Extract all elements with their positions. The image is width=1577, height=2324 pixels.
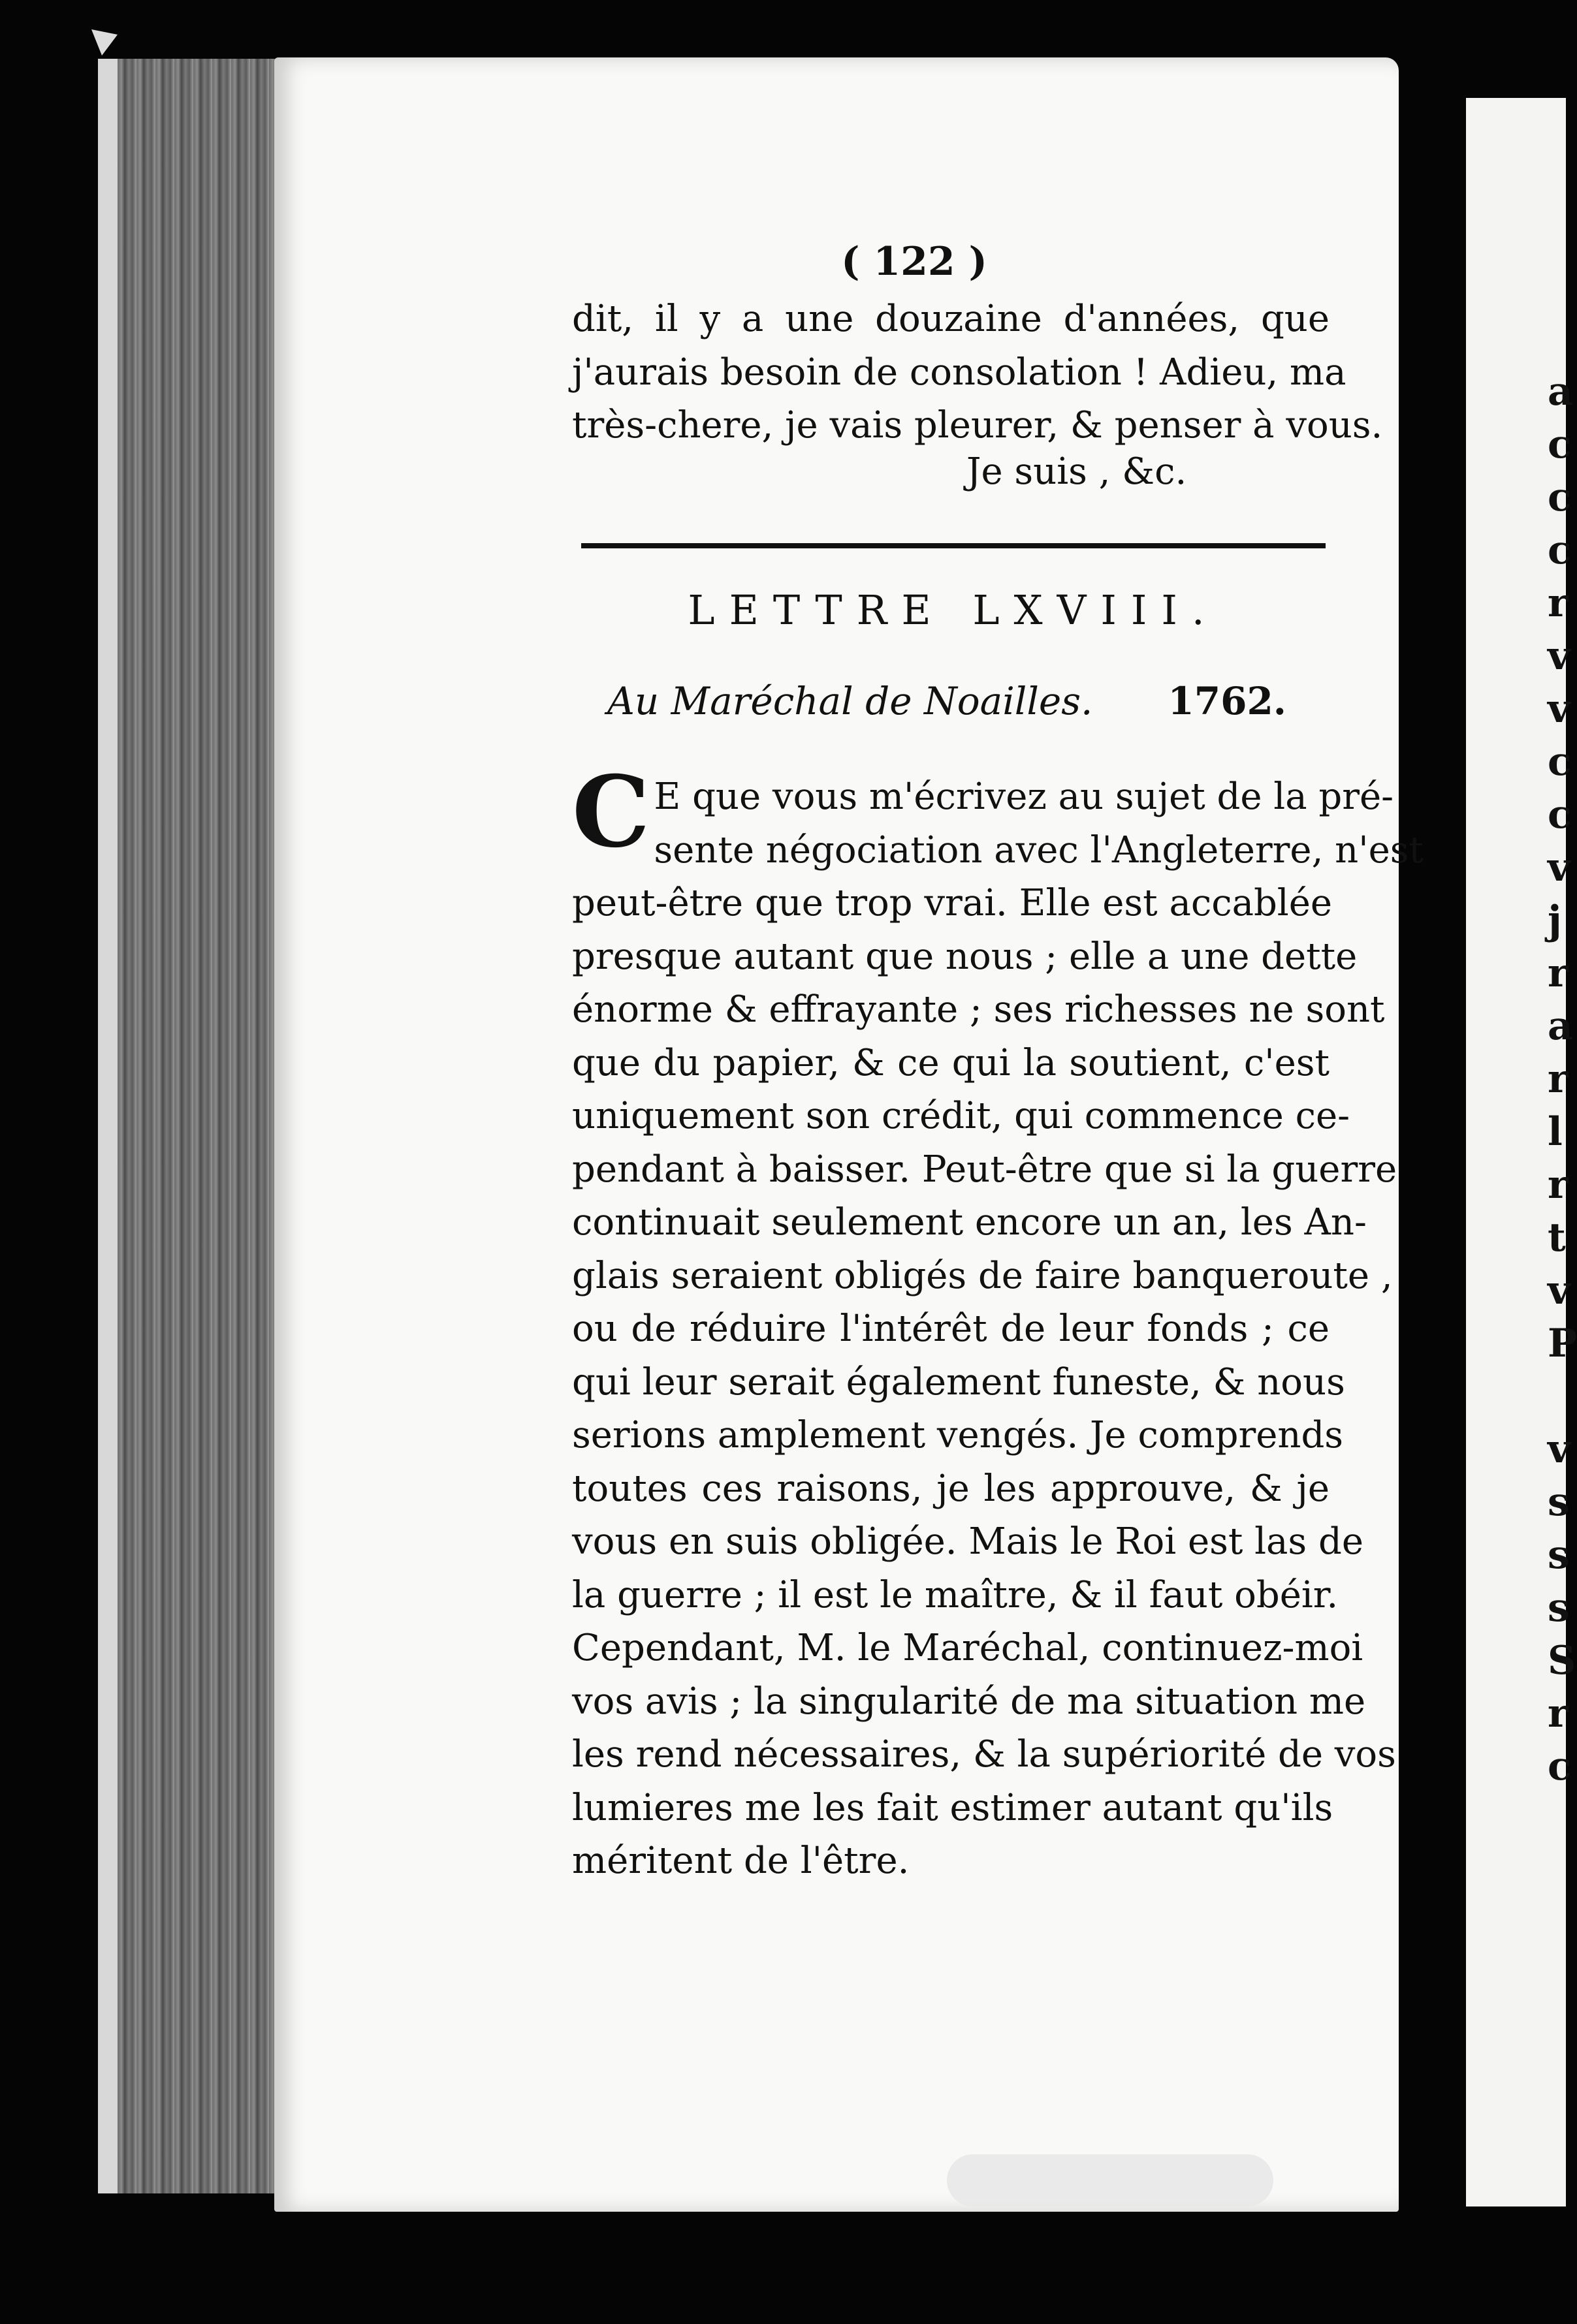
text-line: lumieres me les fait estimer autant qu'ils: [572, 1786, 1333, 1829]
facing-letter: l: [1548, 1109, 1563, 1155]
text-line: qui leur serait également funeste, & nous: [572, 1360, 1345, 1404]
section-rule: [581, 543, 1326, 548]
facing-letter: s: [1548, 1479, 1570, 1525]
letter-heading: LETTRE LXVIII.: [688, 586, 1219, 634]
facing-letter: r: [1548, 1056, 1569, 1102]
letter-body: [572, 755, 1424, 1888]
text-line: énorme & effrayante ; ses richesses ne sont: [572, 988, 1385, 1031]
facing-letter: c: [1548, 475, 1572, 520]
text-line: j'aurais besoin de consolation ! Adieu, ma: [572, 351, 1346, 394]
facing-letter: r: [1548, 1162, 1569, 1208]
text-line: serions amplement vengés. Je comprends: [572, 1414, 1344, 1456]
signature-line: Je suis , &c.: [966, 450, 1187, 493]
facing-letter: r: [1548, 950, 1569, 996]
facing-letter: [1548, 1370, 1577, 1423]
facing-letter: r: [1548, 580, 1569, 626]
text-line: uniquement son crédit, qui commence ce-: [572, 1095, 1350, 1137]
text-line: dit, il y a une douzaine d'années, que: [572, 298, 1330, 340]
text-line: méritent de l'être.: [572, 1840, 910, 1882]
facing-letter: s: [1548, 1532, 1570, 1578]
text-line: presque autant que nous ; elle a une dette: [572, 935, 1358, 978]
facing-letter: t: [1548, 1215, 1566, 1261]
facing-page-letters: [1548, 366, 1577, 1793]
text-line: peut-être que trop vrai. Elle est accablée: [572, 882, 1332, 924]
facing-letter: v: [1548, 633, 1570, 679]
page-number: ( 122 ): [841, 239, 987, 285]
text-line: continuait seulement encore un an, les An-: [572, 1201, 1367, 1244]
text-line: sente négociation avec l'Angleterre, n'est: [654, 828, 1424, 872]
text-line: les rend nécessaires, & la supériorité de vos: [572, 1733, 1396, 1776]
recipient: Au Maréchal de Noailles.: [607, 679, 1093, 723]
facing-letter: v: [1548, 1426, 1570, 1472]
text-line: E que vous m'écrivez au sujet de la pré-: [654, 776, 1394, 818]
drop-cap: C: [572, 755, 650, 870]
facing-letter: c: [1548, 739, 1572, 785]
letter-address: [607, 679, 1286, 723]
text-line: que du papier, & ce qui la soutient, c'est: [572, 1041, 1330, 1084]
text-line: vos avis ; la singularité de ma situation me: [572, 1680, 1366, 1723]
facing-letter: P: [1548, 1321, 1577, 1366]
text-line: ou de réduire l'intérêt de leur fonds ; ce: [572, 1308, 1330, 1350]
facing-letter: c: [1548, 527, 1572, 573]
facing-letter: a: [1548, 1003, 1573, 1049]
text-line: la guerre ; il est le maître, & il faut obéir.: [572, 1573, 1339, 1616]
text-line: Cependant, M. le Maréchal, continuez-moi: [572, 1627, 1363, 1669]
facing-letter: c: [1548, 422, 1572, 467]
facing-letter: v: [1548, 686, 1570, 732]
facing-letter: j: [1548, 898, 1562, 943]
letter-year: 1762.: [1168, 679, 1286, 723]
facing-letter: s: [1548, 1585, 1570, 1631]
facing-letter: c: [1548, 1744, 1572, 1789]
facing-letter: r: [1548, 1691, 1569, 1736]
page-stain: [947, 2154, 1273, 2206]
text-line: très-chere, je vais pleurer, & penser à vous.: [572, 404, 1383, 447]
text-line: toutes ces raisons, je les approuve, & je: [572, 1467, 1330, 1510]
facing-letter: a: [1548, 369, 1573, 415]
facing-letter: c: [1548, 792, 1572, 838]
corner-mark: [91, 29, 118, 55]
facing-letter: v: [1548, 1268, 1570, 1313]
text-line: glais seraient obligés de faire banqueroute ,: [572, 1254, 1393, 1297]
facing-letter: S: [1548, 1638, 1576, 1684]
text-line: pendant à baisser. Peut-être que si la guerre: [572, 1148, 1397, 1191]
text-line: vous en suis obligée. Mais le Roi est las de: [572, 1520, 1363, 1563]
continuation-paragraph: [572, 292, 1383, 452]
facing-letter: v: [1548, 845, 1570, 890]
